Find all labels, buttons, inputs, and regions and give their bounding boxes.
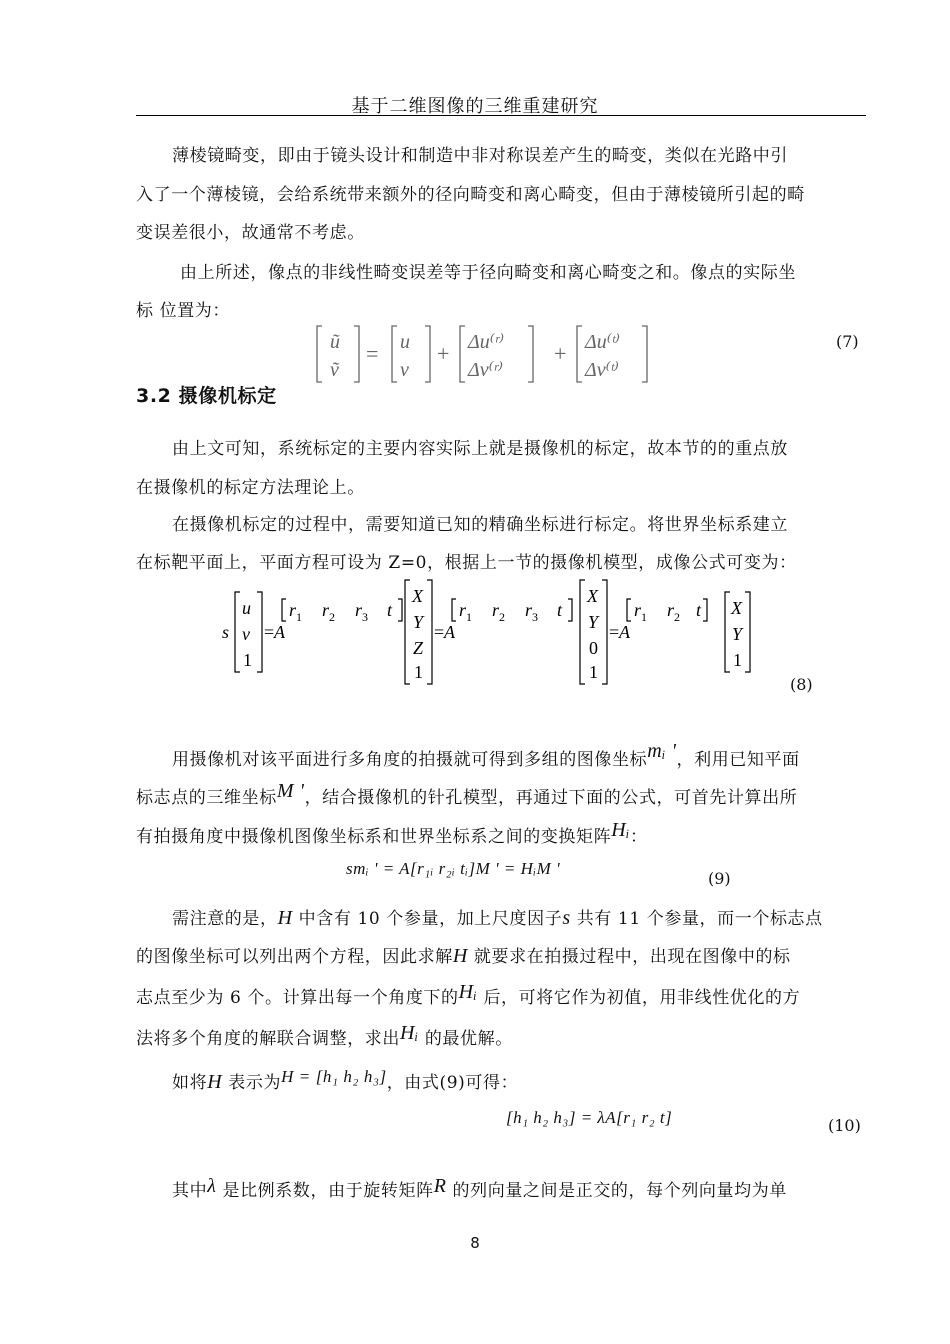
p8-a: 其中 <box>172 1181 208 1201</box>
eq7-number: (7) <box>836 332 859 351</box>
eq7-du-t: Δu⁽ᵗ⁾ <box>585 331 620 353</box>
p5-line-2 <box>136 780 798 809</box>
eq8-number: (8) <box>790 675 813 694</box>
p6-l2a: 的图像坐标可以列出两个方程，因此求解 <box>136 947 453 967</box>
p6-l2b: 就要求在拍摄过程中，出现在图像中的标 <box>467 947 791 967</box>
svg-text:1: 1 <box>466 610 472 624</box>
svg-text:1: 1 <box>296 610 302 624</box>
svg-text:1: 1 <box>733 650 742 670</box>
eq10-number: (10) <box>828 1116 861 1135</box>
p5-l1b: ，利用已知平面 <box>676 750 800 770</box>
svg-text:Z: Z <box>413 638 424 658</box>
svg-text:A: A <box>444 622 455 642</box>
svg-text:2: 2 <box>329 610 335 624</box>
p5-math-M: M ' <box>276 780 305 802</box>
p4-line-2: 在标靶平面上，平面方程可设为 Z=0，根据上一节的摄像机模型，成像公式可变为： <box>136 553 797 573</box>
eq7-dv-r: Δv⁽ʳ⁾ <box>468 359 503 381</box>
eq7-plus-1: + <box>437 341 450 366</box>
eq7-plus-2: + <box>554 341 567 366</box>
svg-text:t: t <box>387 600 393 620</box>
svg-text:3: 3 <box>362 610 368 624</box>
p7-b: 表示为 <box>222 1073 282 1093</box>
svg-text:2: 2 <box>674 610 680 624</box>
p7-a: 如将 <box>172 1073 208 1093</box>
p5-l3a: 有拍摄角度中摄像机图像坐标系和世界坐标系之间的变换矩阵 <box>136 827 612 847</box>
svg-text:Y: Y <box>413 612 424 632</box>
p8-c: 的列向量之间是正交的，每个列向量均为单 <box>446 1181 787 1201</box>
p6-l1b: 中含有 10 个参量，加上尺度因子 <box>292 909 563 929</box>
eq7-v: v <box>400 359 409 381</box>
p5-l2b: ，结合摄像机的针孔模型，再通过下面的公式，可首先计算出所 <box>304 788 798 808</box>
p2-line-1: 由上所述，像点的非线性畸变误差等于径向畸变和离心畸变之和。像点的实际坐 <box>180 263 796 283</box>
svg-text:r: r <box>492 600 500 620</box>
svg-text:Y: Y <box>588 612 599 632</box>
p6-line-3 <box>136 983 800 1009</box>
p8-math-R: R <box>433 1175 447 1197</box>
svg-text:=: = <box>609 622 620 642</box>
svg-text:s: s <box>222 622 230 642</box>
svg-text:A: A <box>619 622 630 642</box>
section-heading: 3.2 摄像机标定 <box>136 385 277 407</box>
svg-text:v: v <box>242 624 250 644</box>
svg-text:=: = <box>264 622 275 642</box>
p6-line-2 <box>136 942 791 968</box>
p1-line-2: 入了一个薄棱镜，会给系统带来额外的径向畸变和离心畸变，但由于薄棱镜所引起的畸 <box>136 185 805 205</box>
svg-text:0: 0 <box>589 638 598 658</box>
p6-math-Hi: Hᵢ <box>458 981 478 1003</box>
p5-line-3 <box>136 819 648 848</box>
p6-math-Hi2: Hᵢ <box>400 1022 419 1044</box>
svg-text:1: 1 <box>414 662 423 682</box>
svg-text:X: X <box>412 586 423 606</box>
eq7-lhs-v: ṽ <box>330 359 339 381</box>
p6-l3a: 志点至少为 6 个。计算出每一个角度下的 <box>136 988 459 1008</box>
p5-math-mi: mᵢ ' <box>647 740 677 762</box>
p1-line-1: 薄棱镜畸变，即由于镜头设计和制造中非对称误差产生的畸变，类似在光路中引 <box>172 146 788 166</box>
eq7-lhs-u: ũ <box>330 331 340 353</box>
p4-line-1: 在摄像机标定的过程中，需要知道已知的精确坐标进行标定。将世界坐标系建立 <box>172 515 788 535</box>
p6-math-H: H <box>277 907 293 929</box>
svg-text:Y: Y <box>732 624 743 644</box>
svg-text:A: A <box>274 622 285 642</box>
p7-line <box>172 1068 518 1094</box>
svg-text:r: r <box>355 600 363 620</box>
svg-text:r: r <box>322 600 330 620</box>
p7-c: ，由式(9)可得： <box>386 1073 519 1093</box>
p5-math-Hi: Hᵢ <box>611 819 631 841</box>
svg-text:r: r <box>634 600 642 620</box>
equation-8 <box>220 572 760 692</box>
p7-math-Hdef: H = [h₁ h₂ h₃] <box>281 1067 387 1086</box>
svg-text:2: 2 <box>499 610 505 624</box>
p6-math-s: s <box>562 907 571 929</box>
header-rule <box>136 115 866 116</box>
p6-line-1 <box>172 904 823 930</box>
svg-text:3: 3 <box>532 610 538 624</box>
svg-text:r: r <box>525 600 533 620</box>
p5-l1a: 用摄像机对该平面进行多角度的拍摄就可得到多组的图像坐标 <box>172 750 648 770</box>
p3-line-1: 由上文可知，系统标定的主要内容实际上就是摄像机的标定，故本节的的重点放 <box>172 439 788 459</box>
eq7-du-r: Δu⁽ʳ⁾ <box>468 331 505 353</box>
page-number: 8 <box>470 1234 480 1252</box>
running-header: 基于二维图像的三维重建研究 <box>351 96 599 117</box>
svg-text:u: u <box>242 598 251 618</box>
eq9-number: (9) <box>708 869 731 888</box>
svg-text:X: X <box>587 586 598 606</box>
p1-line-3: 变误差很小，故通常不考虑。 <box>136 223 365 243</box>
p6-math-H2: H <box>452 945 468 967</box>
p5-l3b: ： <box>630 827 648 847</box>
p8-line <box>172 1176 787 1202</box>
p6-line-4 <box>136 1024 513 1050</box>
eq7-u: u <box>400 331 410 353</box>
p6-l3b: 后，可将它作为初值，用非线性优化的方 <box>477 988 801 1008</box>
equation-7 <box>310 318 660 390</box>
p6-l1a: 需注意的是， <box>172 909 278 929</box>
p7-math-H: H <box>207 1071 223 1093</box>
svg-text:1: 1 <box>243 650 252 670</box>
p6-l4b: 的最优解。 <box>418 1029 513 1049</box>
p8-math-lambda: λ <box>207 1175 217 1197</box>
svg-text:r: r <box>459 600 467 620</box>
p5-l2a: 标志点的三维坐标 <box>136 788 277 808</box>
p2-line-2: 标 位置为： <box>136 301 231 321</box>
svg-text:1: 1 <box>589 662 598 682</box>
eq7-dv-t: Δv⁽ᵗ⁾ <box>585 359 619 381</box>
p6-l4a: 法将多个角度的解联合调整，求出 <box>136 1029 400 1049</box>
equation-10: [h₁ h₂ h₃] = λA[r₁ r₂ t] <box>506 1108 673 1127</box>
svg-text:t: t <box>557 600 563 620</box>
p6-l1c: 共有 11 个参量，而一个标志点 <box>570 909 823 929</box>
eq7-equals: = <box>366 341 379 366</box>
p5-line-1 <box>172 740 800 771</box>
p3-line-2: 在摄像机的标定方法理论上。 <box>136 478 365 498</box>
svg-text:X: X <box>731 598 742 618</box>
svg-text:1: 1 <box>641 610 647 624</box>
svg-text:=: = <box>434 622 445 642</box>
svg-text:t: t <box>696 600 702 620</box>
svg-text:r: r <box>667 600 675 620</box>
svg-text:r: r <box>289 600 297 620</box>
equation-9: smᵢ ' = A[r₁ᵢ r₂ᵢ tᵢ]M ' = HᵢM ' <box>346 859 561 878</box>
p8-b: 是比例系数，由于旋转矩阵 <box>216 1181 434 1201</box>
